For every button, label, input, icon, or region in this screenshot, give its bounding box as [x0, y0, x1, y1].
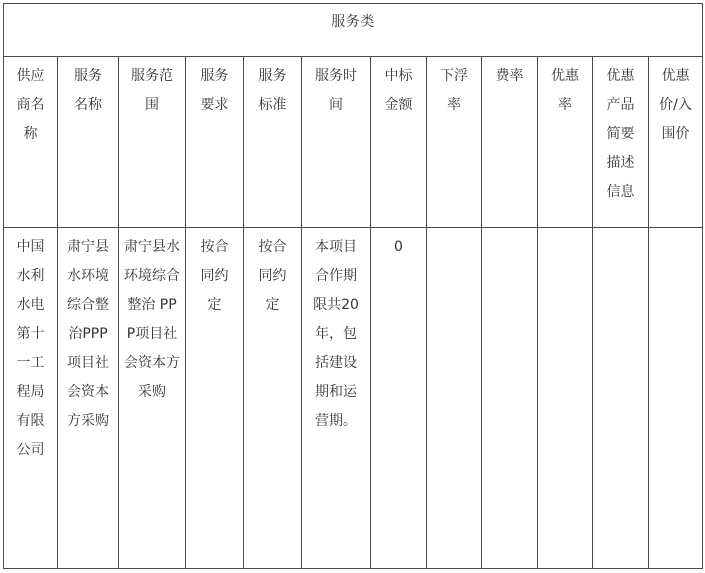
header-row — [4, 57, 703, 228]
header-preferential-product-description: 优惠产品简要描述信息 — [593, 57, 649, 228]
cell-supplier-name: 中国水利水电第十一工程局有限公司 — [4, 228, 58, 569]
cell-preferential-rate — [538, 228, 593, 569]
header-service-standard: 服务标准 — [244, 57, 302, 228]
cell-service-requirements: 按合同约定 — [186, 228, 244, 569]
cell-preferential-product-description — [593, 228, 649, 569]
header-bid-amount: 中标金额 — [371, 57, 427, 228]
table-row — [4, 228, 703, 569]
service-table — [3, 3, 703, 569]
cell-fee-rate — [482, 228, 538, 569]
header-service-name: 服务名称 — [58, 57, 119, 228]
header-service-requirements: 服务要求 — [186, 57, 244, 228]
cell-service-standard: 按合同约定 — [244, 228, 302, 569]
cell-service-time: 本项目合作期限共20年，包括建设期和运营期。 — [302, 228, 371, 569]
header-supplier-name: 供应商名称 — [4, 57, 58, 228]
cell-preferential-price — [649, 228, 703, 569]
header-preferential-rate: 优惠率 — [538, 57, 593, 228]
cell-bid-amount: 0 — [371, 228, 427, 569]
table-title: 服务类 — [4, 4, 703, 57]
cell-discount-rate — [427, 228, 482, 569]
cell-service-scope: 肃宁县水环境综合整治 PPP项目社会资本方采购 — [119, 228, 186, 569]
header-fee-rate: 费率 — [482, 57, 538, 228]
cell-service-name: 肃宁县水环境综合整治PPP项目社会资本方采购 — [58, 228, 119, 569]
header-preferential-price: 优惠价/入围价 — [649, 57, 703, 228]
header-discount-rate: 下浮率 — [427, 57, 482, 228]
header-service-time: 服务时间 — [302, 57, 371, 228]
header-service-scope: 服务范围 — [119, 57, 186, 228]
